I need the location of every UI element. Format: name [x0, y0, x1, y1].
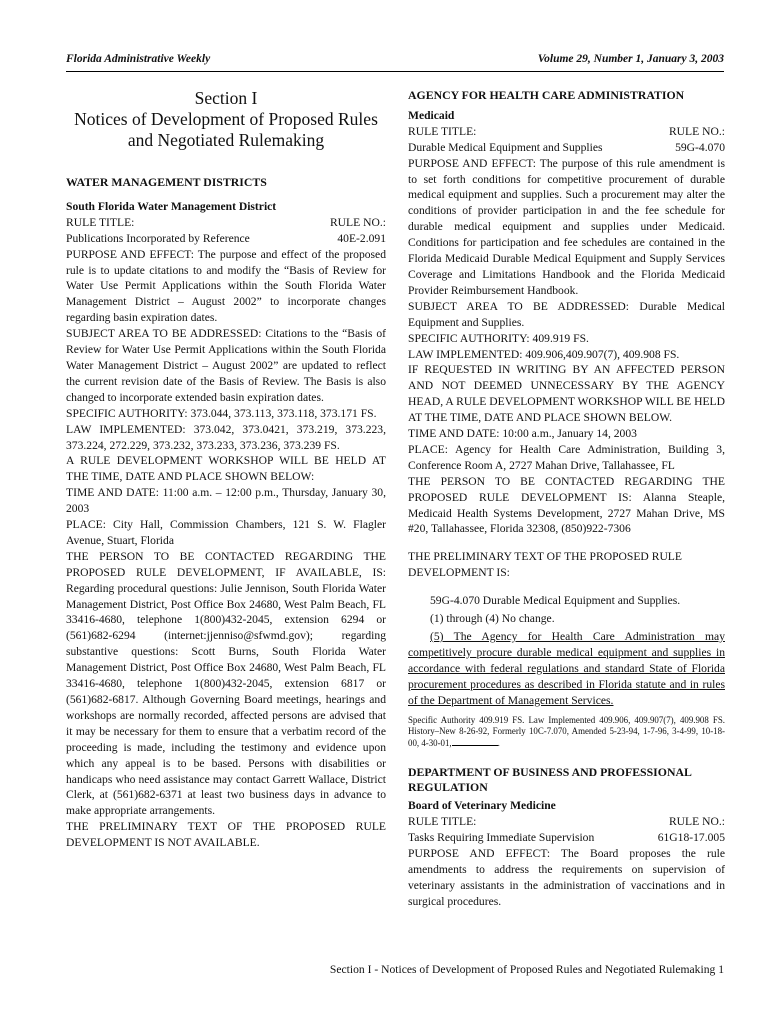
place-paragraph: PLACE: Agency for Health Care Administration, Building 3, Conference Room A, 2727 Mahan Drive, Tallahassee, FL [408, 442, 725, 472]
workshop-paragraph: IF REQUESTED IN WRITING BY AN AFFECTED PERSON AND NOT DEEMED UNNECESSARY BY THE AGENCY HEAD, A RULE DEVELOPMENT WORKSHOP WILL BE HELD AT THE TIME, DATE AND PLACE SHOWN BELOW. [408, 363, 725, 425]
place-paragraph: PLACE: City Hall, Commission Chambers, 121 S. W. Flagler Avenue, Stuart, Florida [66, 518, 386, 547]
contact-paragraph: THE PERSON TO BE CONTACTED REGARDING THE PROPOSED RULE DEVELOPMENT IS: Alanna Steaple, Medicaid Health Systems Development, 2727 Mahan Drive, MS #20, Tallahassee, Florida 32308, (850)922-7306 [408, 474, 725, 536]
publication-title: Florida Administrative Weekly [66, 53, 211, 65]
rule-title: Tasks Requiring Immediate Supervision [408, 831, 595, 845]
page-footer: Section I - Notices of Development of Proposed Rules and Negotiated Rulemaking 1 [329, 963, 724, 976]
history-note [408, 715, 725, 749]
rule-no: 59G-4.070 [675, 140, 725, 154]
subject-paragraph: SUBJECT AREA TO BE ADDRESSED: Durable Medical Equipment and Supplies. [408, 299, 725, 329]
preliminary-paragraph: THE PRELIMINARY TEXT OF THE PROPOSED RULE DEVELOPMENT IS: [408, 550, 682, 580]
rule-value-row [408, 140, 725, 156]
subagency-heading: Medicaid [408, 108, 455, 122]
section-title-line3: and Negotiated Rulemaking [127, 130, 325, 150]
rule-text-title: 59G-4.070 Durable Medical Equipment and Supplies. [430, 594, 681, 608]
right-column [408, 88, 725, 910]
subject-paragraph: SUBJECT AREA TO BE ADDRESSED: Citations to the “Basis of Review for Water Use Permit Applications within the South Florida Water Management District – August 2002” are updated to reflect the current revision date of the Basis of Review. The Basis is also changed to incorporate extended basin expiration dates. [66, 327, 386, 404]
time-date-paragraph: TIME AND DATE: 11:00 a.m. – 12:00 p.m., Thursday, January 30, 2003 [66, 486, 386, 516]
rule-title: Publications Incorporated by Reference [66, 231, 250, 245]
running-header [66, 53, 724, 72]
rule-no-label: RULE NO.: [668, 124, 725, 138]
agency-heading: AGENCY FOR HEALTH CARE ADMINISTRATION [408, 88, 685, 102]
law-paragraph: LAW IMPLEMENTED: 409.906,409.907(7), 409.908 FS. [408, 347, 680, 361]
rule-no-label: RULE NO.: [329, 215, 386, 229]
history-blank [452, 737, 498, 746]
rule-value-row [408, 830, 725, 846]
rule-title-row [408, 814, 725, 830]
issue-info: Volume 29, Number 1, January 3, 2003 [537, 53, 724, 65]
workshop-paragraph: A RULE DEVELOPMENT WORKSHOP WILL BE HELD AT THE TIME, DATE AND PLACE SHOWN BELOW: [66, 454, 386, 484]
rule-text-item-5 [408, 629, 725, 709]
purpose-paragraph: PURPOSE AND EFFECT: The purpose of this rule amendment is to set forth conditions for competitive procurement of durable medical equipment and supplies. Such a procurement may alter the conditions of provider participation in and the fee schedule for durable medical equipment and supplies under Medicaid. Conditions for participation and fee schedules are contained in the Florida Medicaid Durable Medical Equipment and Supply Services Coverage and Limitations Handbook and the Florida Medicaid Provider Reimbursement Handbook. [408, 156, 725, 297]
authority-paragraph: SPECIFIC AUTHORITY: 409.919 FS. [408, 331, 589, 345]
law-paragraph: LAW IMPLEMENTED: 373.042, 373.0421, 373.219, 373.223, 373.224, 272.229, 373.232, 373.233, 373.236, 373.239 FS. [66, 422, 386, 452]
rule-title: Durable Medical Equipment and Supplies [408, 140, 603, 154]
section-title [66, 88, 386, 151]
purpose-paragraph: PURPOSE AND EFFECT: The Board proposes the rule amendments to address the requirements on supervision of veterinary assistants in the administration of vaccinations and in surgical procedures. [408, 847, 725, 908]
rule-title-label: RULE TITLE: [408, 124, 477, 138]
history-end: . [497, 737, 500, 748]
section-title-line1: Section I [194, 88, 258, 108]
agency-heading: WATER MANAGEMENT DISTRICTS [66, 175, 267, 189]
rule-title-row [408, 124, 725, 140]
time-date-paragraph: TIME AND DATE: 10:00 a.m., January 14, 2003 [408, 427, 637, 441]
rule-value-row [66, 231, 386, 247]
subagency-heading: Board of Veterinary Medicine [408, 799, 556, 813]
authority-paragraph: SPECIFIC AUTHORITY: 373.044, 373.113, 373.118, 373.171 FS. [66, 406, 377, 420]
purpose-paragraph: PURPOSE AND EFFECT: The purpose and effect of the proposed rule is to update citations to and modify the “Basis of Review for Water Use Permit Applications within the South Florida Water Management District – August 2002” to incorporate changes regarding basin expiration dates. [66, 247, 386, 325]
rule-title-label: RULE TITLE: [66, 215, 135, 229]
rule-no: 61G18-17.005 [657, 831, 725, 845]
preliminary-paragraph: THE PRELIMINARY TEXT OF THE PROPOSED RULE DEVELOPMENT IS NOT AVAILABLE. [66, 820, 386, 850]
agency-heading: DEPARTMENT OF BUSINESS AND PROFESSIONAL REGULATION [408, 764, 692, 795]
rule-title-label: RULE TITLE: [408, 815, 477, 829]
rule-title-row [66, 215, 386, 231]
rule-text-item-1: (1) through (4) No change. [430, 612, 555, 626]
rule-no: 40E-2.091 [337, 231, 386, 245]
history-text: Specific Authority 409.919 FS. Law Implemented 409.906, 409.907(7), 409.908 FS. History–New 8-26-92, Formerly 10C-7.070, Amended 5-23-94, 1-7-96, 3-4-99, 10-18-00, 4-30-01, [408, 714, 725, 748]
section-title-line2: Notices of Development of Proposed Rules [74, 109, 378, 129]
left-column [66, 88, 386, 851]
subagency-heading: South Florida Water Management District [66, 199, 277, 213]
contact-paragraph: THE PERSON TO BE CONTACTED REGARDING THE PROPOSED RULE DEVELOPMENT, IF AVAILABLE, IS: Regarding procedural questions: Julie Jennison, South Florida Water Management District, Post Office Box 24680, West Palm Beach, FL 33416-4680, telephone 1(800)432-2045, extension 6294 or (561)682-6294 (internet:jjenniso@sfwmd.gov); regarding substantive questions: Scott Burns, South Florida Water Management District, Post Office Box 24680, West Palm Beach, FL 33416-4680, telephone 1(800)432-2045, extension 6817 or (561)682-6817. Although Governing Board meetings, hearings and workshops are normally recorded, affected persons are advised that it may be necessary for them to ensure that a verbatim record of the proceeding is made, including the testimony and evidence upon which any appeal is to be based. Persons with disabilities or handicaps who need assistance may contact Garrett Wallace, District Clerk, at (561)682-6371 at least two business days in advance to make appropriate arrangements. [66, 549, 386, 818]
rule-no-label: RULE NO.: [668, 815, 725, 829]
rule-text-item-5-text: (5) The Agency for Health Care Administration may competitively procure durable medical equipment and supplies in accordance with federal regulations and standard State of Florida procurement procedures as described in Florida statute and in rules of the Department of Management Services. [408, 630, 725, 707]
